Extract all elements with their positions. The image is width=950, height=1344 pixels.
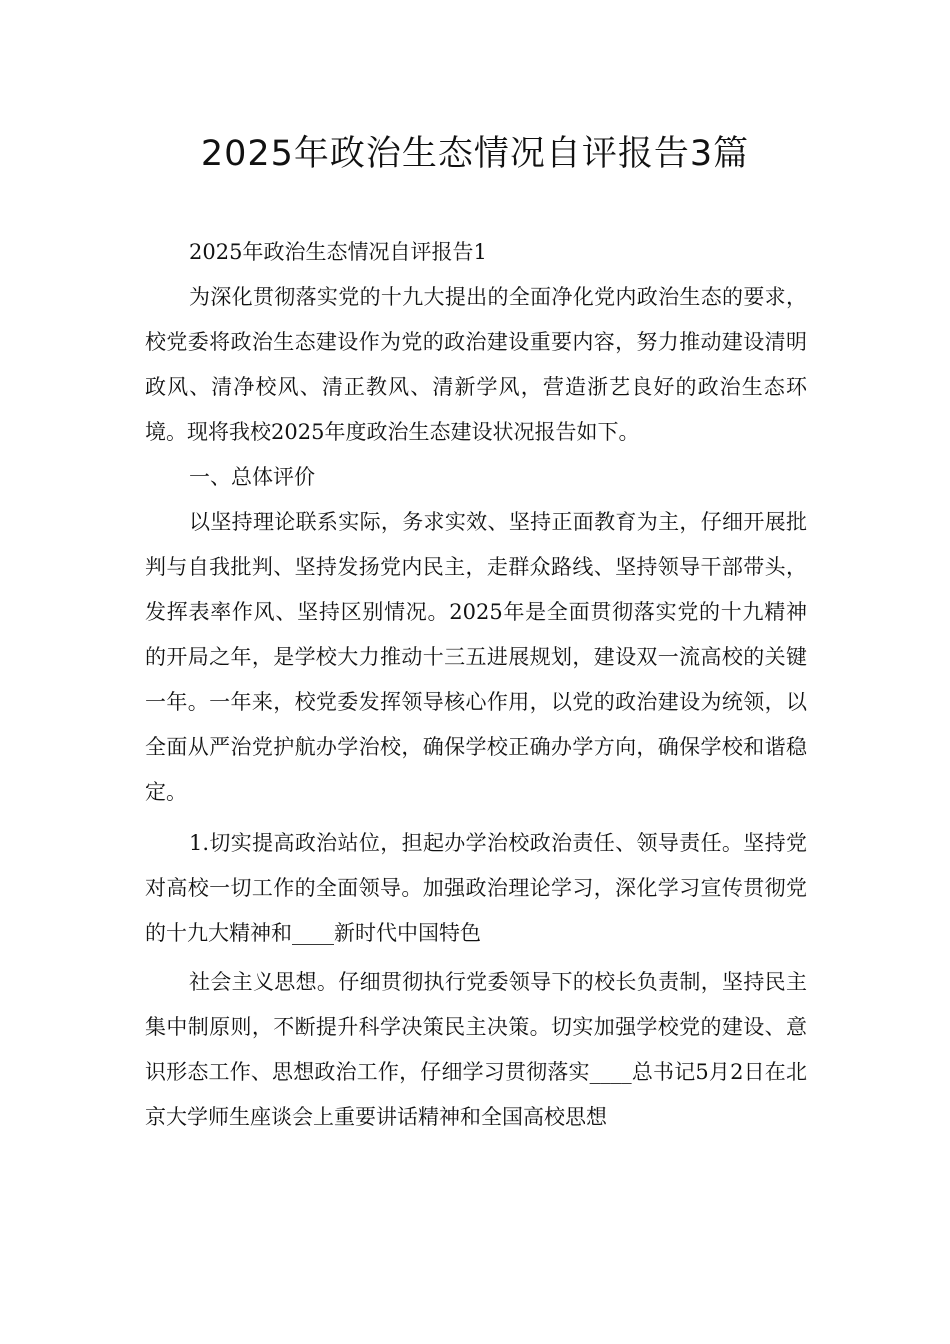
document-body [145, 230, 807, 1140]
section-heading-report-1: 2025年政治生态情况自评报告1 [189, 240, 487, 264]
document-title: 2025年政治生态情况自评报告3篇 [200, 134, 750, 174]
continuation-paragraph: 社会主义思想。仔细贯彻执行党委领导下的校长负责制，坚持民主集中制原则，不断提升科学决策民主决策。切实加强学校党的建设、意识形态工作、思想政治工作，仔细学习贯彻落实____总书记5月2日在北京大学师生座谈会上重要讲话精神和全国高校思想 [145, 970, 807, 1129]
intro-paragraph: 为深化贯彻落实党的十九大提出的全面净化党内政治生态的要求，校党委将政治生态建设作为党的政治建设重要内容，努力推动建设清明政风、清净校风、清正教风、清新学风，营造浙艺良好的政治生态环境。现将我校2025年度政治生态建设状况报告如下。 [145, 285, 807, 444]
item-1-paragraph: 1.切实提高政治站位，担起办学治校政治责任、领导责任。坚持党对高校一切工作的全面领导。加强政治理论学习，深化学习宣传贯彻党的十九大精神和____新时代中国特色 [145, 831, 807, 945]
overall-evaluation-paragraph: 以坚持理论联系实际，务求实效、坚持正面教育为主，仔细开展批判与自我批判、坚持发扬党内民主，走群众路线、坚持领导干部带头，发挥表率作风、坚持区别情况。2025年是全面贯彻落实党的十九精神的开局之年，是学校大力推动十三五进展规划，建设双一流高校的关键一年。一年来，校党委发挥领导核心作用，以党的政治建设为统领，以全面从严治党护航办学治校，确保学校正确办学方向，确保学校和谐稳定。 [145, 510, 807, 804]
section-heading-overall-evaluation: 一、总体评价 [189, 465, 315, 489]
